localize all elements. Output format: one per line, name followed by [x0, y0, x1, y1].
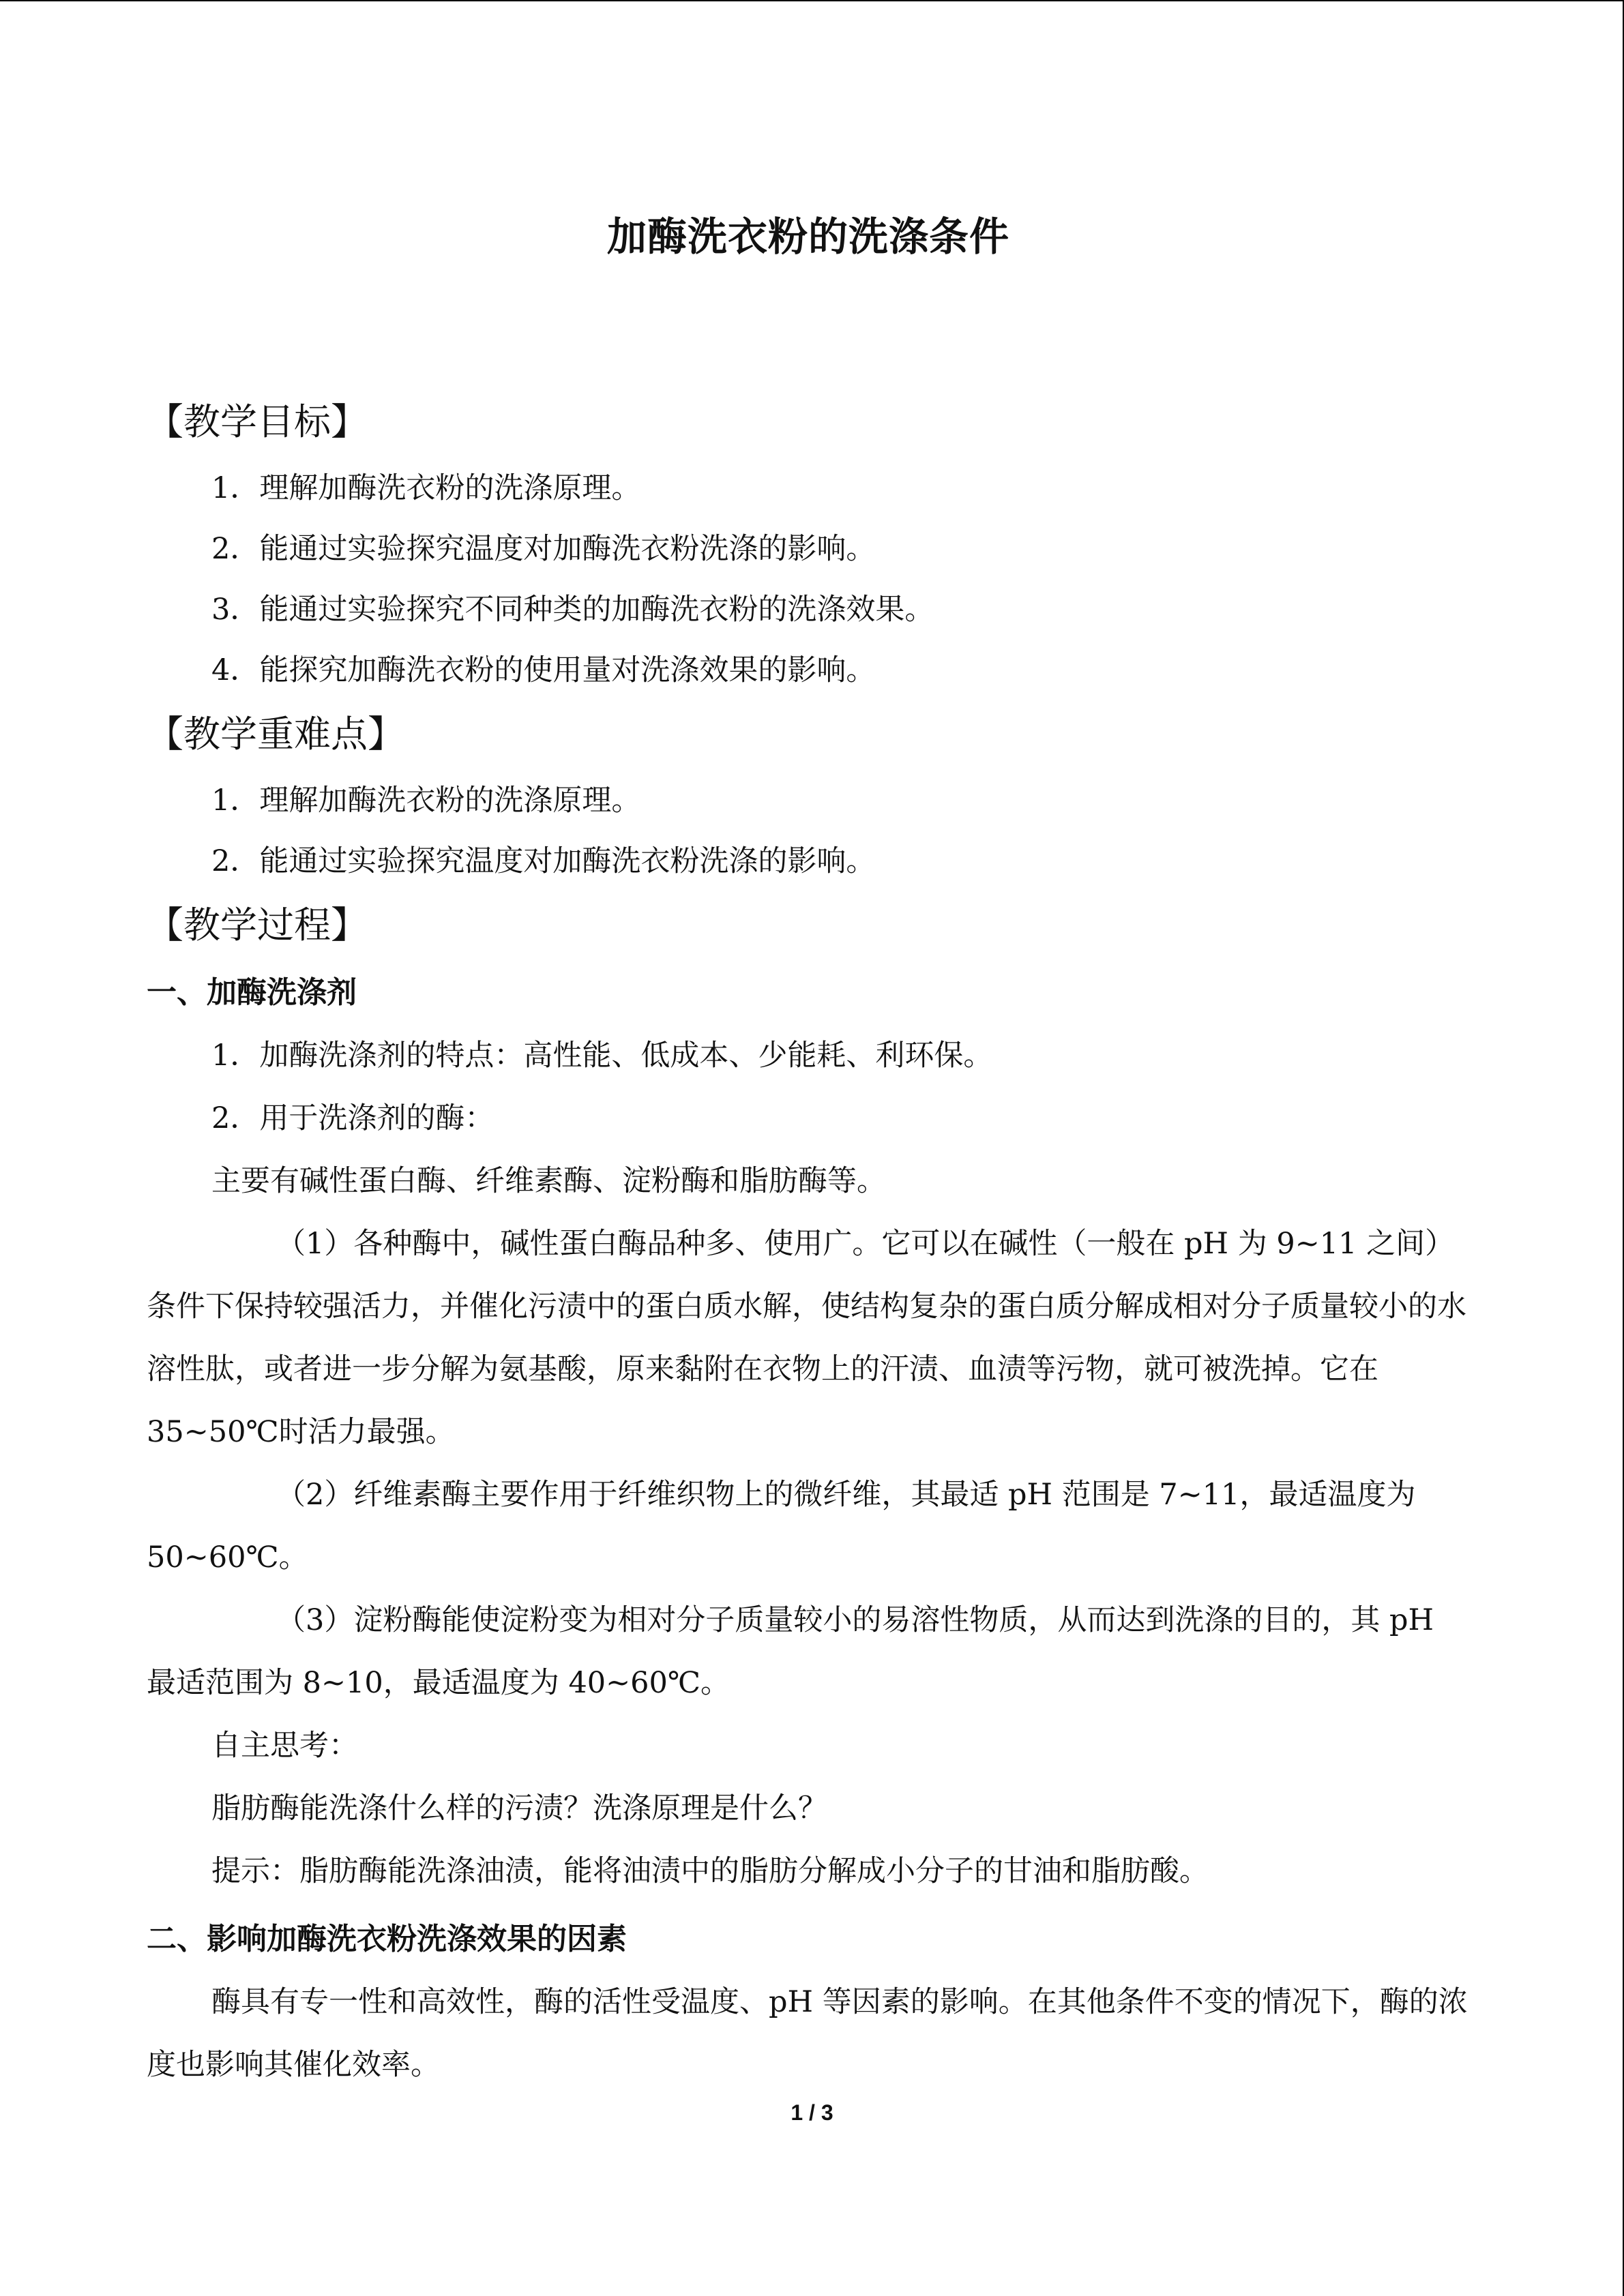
paragraph: 主要有碱性蛋白酶、纤维素酶、淀粉酶和脂肪酶等。 — [211, 1164, 886, 1198]
page-number: 1 / 3 — [791, 2100, 833, 2125]
list-item — [147, 580, 1470, 640]
paragraph: （3）淀粉酶能使淀粉变为相对分子质量较小的易溶性物质，从而达到洗涤的目的，其 pH 最适范围为 8~10，最适温度为 40~60℃。 — [147, 1603, 1434, 1700]
list-item — [147, 831, 1470, 892]
paragraph: 提示：脂肪酶能洗涤油渍，能将油渍中的脂肪分解成小分子的甘油和脂肪酸。 — [211, 1854, 1209, 1888]
process-heading: 【教学过程】 — [147, 904, 368, 946]
list-item — [147, 771, 1470, 831]
list-item — [147, 640, 1470, 701]
item-text: 理解加酶洗衣粉的洗涤原理。 — [259, 784, 641, 818]
item-text: 能通过实验探究温度对加酶洗衣粉洗涤的影响。 — [259, 532, 876, 566]
key-points-heading: 【教学重难点】 — [147, 713, 404, 756]
paragraph: （2）纤维素酶主要作用于纤维织物上的微纤维，其最适 pH 范围是 7~11，最适温度为 50~60℃。 — [147, 1478, 1416, 1575]
paragraph: 2．用于洗涤剂的酶： — [211, 1101, 494, 1135]
objectives-list — [147, 458, 1470, 701]
item-number: 4． — [211, 653, 260, 687]
item-number: 2． — [211, 532, 260, 566]
objectives-heading: 【教学目标】 — [147, 400, 368, 443]
item-text: 能探究加酶洗衣粉的使用量对洗涤效果的影响。 — [259, 653, 876, 687]
part1-heading: 一、加酶洗涤剂 — [147, 975, 357, 1010]
paragraph: 脂肪酶能洗涤什么样的污渍？洗涤原理是什么？ — [211, 1791, 827, 1825]
list-item — [147, 458, 1470, 519]
item-number: 1． — [211, 784, 260, 818]
item-text: 能通过实验探究温度对加酶洗衣粉洗涤的影响。 — [259, 844, 876, 878]
document-title: 加酶洗衣粉的洗涤条件 — [606, 213, 1009, 260]
document-body — [147, 205, 1470, 2096]
item-text: 理解加酶洗衣粉的洗涤原理。 — [259, 471, 641, 505]
item-text: 能通过实验探究不同种类的加酶洗衣粉的洗涤效果。 — [259, 593, 934, 627]
paragraph: 自主思考： — [211, 1729, 358, 1763]
paragraph: （1）各种酶中，碱性蛋白酶品种多、使用广。它可以在碱性（一般在 pH 为 9~11 之间）条件下保持较强活力，并催化污渍中的蛋白质水解，使结构复杂的蛋白质分解成相对分子质量较小的水溶性肽，或者进一步分解为氨基酸，原来黏附在衣物上的汗渍、血渍等污物，就可被洗掉。它在 35~50℃时活力最强。 — [147, 1227, 1466, 1449]
paragraph: 1．加酶洗涤剂的特点：高性能、低成本、少能耗、利环保。 — [211, 1039, 993, 1073]
list-item — [147, 519, 1470, 580]
item-number: 1． — [211, 471, 260, 505]
item-number: 2． — [211, 844, 260, 878]
paragraph: 酶具有专一性和高效性，酶的活性受温度、pH 等因素的影响。在其他条件不变的情况下，酶的浓度也影响其催化效率。 — [147, 1985, 1468, 2082]
key-points-list — [147, 771, 1470, 892]
part2-heading: 二、影响加酶洗衣粉洗涤效果的因素 — [147, 1922, 627, 1956]
item-number: 3． — [211, 593, 260, 627]
